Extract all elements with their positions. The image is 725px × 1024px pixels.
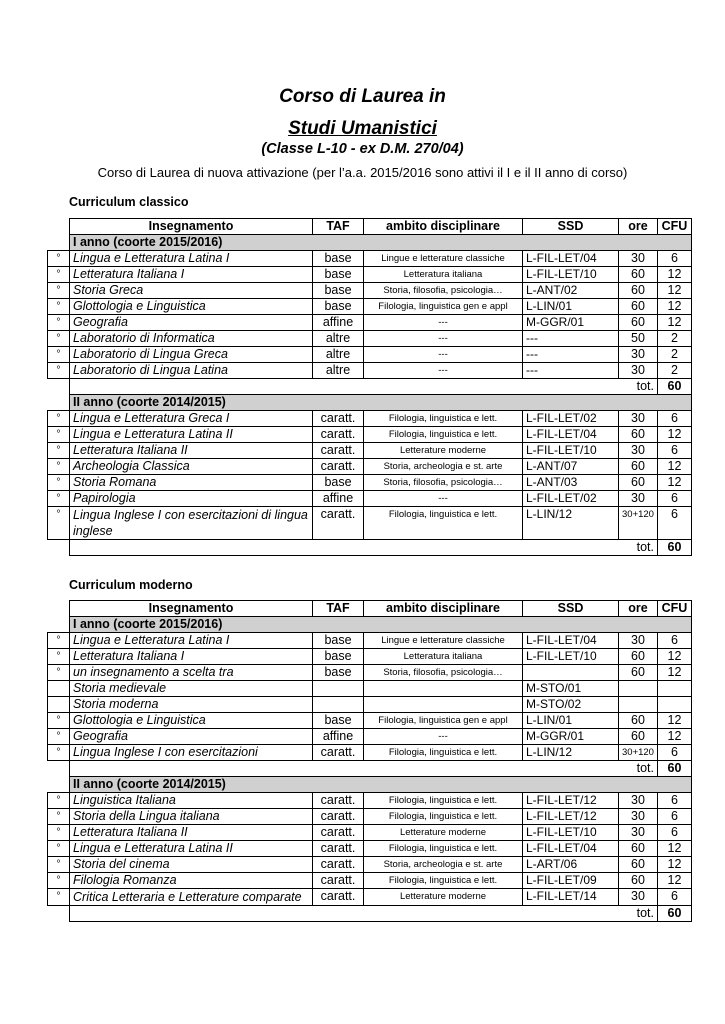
table-row [48,697,692,713]
course-marker: ° [48,363,70,379]
header-insegnamento: Insegnamento [70,219,313,235]
table-row [48,459,692,475]
course-ssd: L-LIN/12 [523,745,619,761]
course-taf: base [313,299,364,315]
course-ore: 30 [619,889,658,906]
course-ore: 60 [619,299,658,315]
course-ore: 60 [619,459,658,475]
course-marker: ° [48,889,70,906]
course-name: Letteratura Italiana II [70,443,313,459]
course-name: Laboratorio di Lingua Greca [70,347,313,363]
table-row [48,713,692,729]
course-taf: caratt. [313,745,364,761]
course-ore: 60 [619,841,658,857]
course-ssd: --- [523,331,619,347]
course-ore [619,681,658,697]
course-marker: ° [48,443,70,459]
total-label: tot. [70,540,658,556]
course-taf: base [313,267,364,283]
course-ore: 60 [619,649,658,665]
course-name: Filologia Romanza [70,873,313,889]
course-taf: caratt. [313,857,364,873]
header-taf: TAF [313,219,364,235]
year-spacer [48,235,70,251]
course-ore: 30 [619,251,658,267]
course-marker: ° [48,459,70,475]
year-row [48,777,692,793]
course-cfu: 6 [657,411,691,427]
course-name: Lingua e Letteratura Latina II [70,841,313,857]
year-label: II anno (coorte 2014/2015) [70,777,692,793]
course-ore: 60 [619,857,658,873]
course-taf: caratt. [313,411,364,427]
course-cfu: 12 [657,283,691,299]
course-ore: 30 [619,363,658,379]
activation-note: Corso di Laurea di nuova attivazione (per l’a.a. 2015/2016 sono attivi il I e il II anno di corso) [97,165,628,180]
course-name: Laboratorio di Lingua Latina [70,363,313,379]
year-label: II anno (coorte 2014/2015) [70,395,692,411]
table-row [48,729,692,745]
course-name: un insegnamento a scelta tra [70,665,313,681]
course-ssd: M-GGR/01 [523,729,619,745]
course-cfu: 12 [657,267,691,283]
table-row [48,841,692,857]
header-spacer [48,219,70,235]
course-ambito: Storia, filosofia, psicologia… [364,475,523,491]
course-name: Lingua Inglese I con esercitazioni di lingua inglese [70,507,313,540]
course-taf: base [313,649,364,665]
course-cfu [657,697,691,713]
course-taf: base [313,283,364,299]
course-name: Lingua e Letteratura Latina II [70,427,313,443]
course-marker: ° [48,427,70,443]
course-ore: 30 [619,633,658,649]
course-marker: ° [48,745,70,761]
course-taf [313,681,364,697]
header-ssd: SSD [523,601,619,617]
total-spacer [48,379,70,395]
course-taf: altre [313,331,364,347]
course-name: Critica Letteraria e Letterature comparate [70,889,313,906]
header-ambito: ambito disciplinare [364,219,523,235]
course-taf: caratt. [313,507,364,540]
course-marker: ° [48,665,70,681]
course-ssd: L-ANT/02 [523,283,619,299]
header-insegnamento: Insegnamento [70,601,313,617]
course-cfu [657,681,691,697]
course-name: Laboratorio di Informatica [70,331,313,347]
header-ore: ore [619,601,658,617]
course-ore: 60 [619,315,658,331]
course-cfu: 12 [657,873,691,889]
course-ore: 60 [619,267,658,283]
course-ssd: L-FIL-LET/02 [523,411,619,427]
course-class: (Classe L-10 - ex D.M. 270/04) [261,141,464,157]
course-marker: ° [48,491,70,507]
course-marker: ° [48,315,70,331]
table-row [48,857,692,873]
course-cfu: 12 [657,841,691,857]
table-row [48,427,692,443]
course-ambito: Filologia, linguistica e lett. [364,745,523,761]
course-taf: altre [313,347,364,363]
curriculum-title: Curriculum classico [69,195,189,209]
table-row [48,251,692,267]
course-ambito: Filologia, linguistica e lett. [364,507,523,540]
course-ssd: --- [523,347,619,363]
course-ssd: L-FIL-LET/09 [523,873,619,889]
total-label: tot. [70,379,658,395]
course-ambito: Filologia, linguistica e lett. [364,841,523,857]
course-marker: ° [48,793,70,809]
course-name: Storia Greca [70,283,313,299]
table-row [48,331,692,347]
course-marker: ° [48,411,70,427]
course-ambito: Storia, archeologia e st. arte [364,459,523,475]
course-ssd: --- [523,363,619,379]
course-taf: affine [313,729,364,745]
course-taf: base [313,475,364,491]
course-cfu: 12 [657,649,691,665]
course-ambito: --- [364,491,523,507]
course-ssd: L-ART/06 [523,857,619,873]
course-name: Letteratura Italiana II [70,825,313,841]
course-title: Corso di Laurea in [279,86,446,107]
table-header-row [48,219,692,235]
table-row [48,507,692,540]
course-ambito [364,697,523,713]
course-cfu: 6 [657,745,691,761]
course-taf: caratt. [313,809,364,825]
total-row [48,540,692,556]
table-row [48,633,692,649]
course-taf: caratt. [313,825,364,841]
course-marker: ° [48,331,70,347]
course-name: Linguistica Italiana [70,793,313,809]
course-cfu: 6 [657,443,691,459]
course-ore [619,697,658,713]
course-ore: 60 [619,475,658,491]
total-cfu: 60 [657,540,691,556]
course-name: Glottologia e Linguistica [70,713,313,729]
course-ssd: L-FIL-LET/04 [523,427,619,443]
total-row [48,906,692,922]
table-row [48,443,692,459]
course-ssd: L-ANT/03 [523,475,619,491]
course-ssd: L-FIL-LET/10 [523,267,619,283]
table-row [48,283,692,299]
course-ore: 50 [619,331,658,347]
course-ambito: Filologia, linguistica e lett. [364,873,523,889]
table-row [48,649,692,665]
course-ssd: L-FIL-LET/02 [523,491,619,507]
course-ssd: L-LIN/01 [523,299,619,315]
course-ssd: M-GGR/01 [523,315,619,331]
course-ambito: Filologia, linguistica e lett. [364,427,523,443]
course-marker [48,697,70,713]
year-row [48,395,692,411]
curriculum-table-moderno [47,600,692,922]
course-ssd: L-FIL-LET/14 [523,889,619,906]
course-name: Lingua Inglese I con esercitazioni [70,745,313,761]
course-cfu: 6 [657,889,691,906]
table-row [48,347,692,363]
table-row [48,665,692,681]
course-ssd: L-ANT/07 [523,459,619,475]
course-ore: 30 [619,491,658,507]
course-cfu: 6 [657,809,691,825]
course-cfu: 6 [657,825,691,841]
course-ssd: L-FIL-LET/10 [523,825,619,841]
course-marker [48,681,70,697]
course-name: Papirologia [70,491,313,507]
course-ambito: Lingue e letterature classiche [364,251,523,267]
course-ore: 60 [619,729,658,745]
course-name: Lingua e Letteratura Latina I [70,633,313,649]
header-ssd: SSD [523,219,619,235]
course-taf: caratt. [313,427,364,443]
course-marker: ° [48,267,70,283]
course-ssd: M-STO/01 [523,681,619,697]
course-ambito: --- [364,347,523,363]
course-name: Storia Romana [70,475,313,491]
course-ore: 60 [619,713,658,729]
header-ore: ore [619,219,658,235]
course-ssd: L-FIL-LET/10 [523,443,619,459]
course-cfu: 6 [657,491,691,507]
course-marker: ° [48,649,70,665]
course-marker: ° [48,873,70,889]
course-ore: 60 [619,427,658,443]
course-ore: 30 [619,793,658,809]
course-ambito: Filologia, linguistica e lett. [364,809,523,825]
course-ore: 30 [619,443,658,459]
course-cfu: 6 [657,793,691,809]
total-label: tot. [70,906,658,922]
header-cfu: CFU [657,601,691,617]
course-name: Lingua e Letteratura Latina I [70,251,313,267]
course-name: Lingua e Letteratura Greca I [70,411,313,427]
course-marker: ° [48,299,70,315]
course-cfu: 12 [657,729,691,745]
course-ssd [523,665,619,681]
course-taf: caratt. [313,459,364,475]
course-cfu: 2 [657,347,691,363]
course-cfu: 12 [657,713,691,729]
course-marker: ° [48,841,70,857]
course-taf: caratt. [313,889,364,906]
table-row [48,793,692,809]
course-ambito: --- [364,729,523,745]
course-ambito: Filologia, linguistica gen e appl [364,299,523,315]
course-taf: base [313,665,364,681]
course-cfu: 12 [657,315,691,331]
course-marker: ° [48,809,70,825]
course-cfu: 2 [657,331,691,347]
header-ambito: ambito disciplinare [364,601,523,617]
course-name: Storia della Lingua italiana [70,809,313,825]
course-ambito: Letteratura italiana [364,649,523,665]
course-name: Archeologia Classica [70,459,313,475]
course-ambito: Letterature moderne [364,889,523,906]
course-ore: 60 [619,873,658,889]
course-cfu: 6 [657,251,691,267]
total-row [48,761,692,777]
year-row [48,235,692,251]
header-cfu: CFU [657,219,691,235]
course-ambito: Filologia, linguistica e lett. [364,793,523,809]
course-ore: 30 [619,411,658,427]
course-cfu: 12 [657,475,691,491]
course-ssd: L-FIL-LET/12 [523,809,619,825]
total-spacer [48,761,70,777]
course-cfu: 12 [657,299,691,315]
table-row [48,491,692,507]
course-cfu: 12 [657,857,691,873]
course-marker: ° [48,633,70,649]
course-ambito: Filologia, linguistica gen e appl [364,713,523,729]
course-ambito: Storia, filosofia, psicologia… [364,665,523,681]
course-taf: caratt. [313,443,364,459]
course-ssd: L-FIL-LET/04 [523,841,619,857]
course-name: Storia moderna [70,697,313,713]
course-name: Geografia [70,729,313,745]
course-ssd: L-FIL-LET/04 [523,251,619,267]
course-taf [313,697,364,713]
course-ore: 30 [619,825,658,841]
header-spacer [48,601,70,617]
total-row [48,379,692,395]
course-taf: base [313,633,364,649]
course-marker: ° [48,507,70,540]
table-row [48,363,692,379]
year-row [48,617,692,633]
course-cfu: 12 [657,427,691,443]
table-row [48,299,692,315]
table-row [48,315,692,331]
course-ambito: Lingue e letterature classiche [364,633,523,649]
table-row [48,873,692,889]
course-ore: 60 [619,665,658,681]
table-row [48,809,692,825]
course-marker: ° [48,825,70,841]
table-row [48,745,692,761]
course-name: Studi Umanistici [288,118,437,139]
course-cfu: 6 [657,633,691,649]
course-ambito: Letterature moderne [364,443,523,459]
year-label: I anno (coorte 2015/2016) [70,235,692,251]
course-ore: 30 [619,809,658,825]
course-ssd: L-FIL-LET/04 [523,633,619,649]
total-cfu: 60 [657,761,691,777]
course-ssd: L-LIN/01 [523,713,619,729]
table-header-row [48,601,692,617]
course-name: Storia medievale [70,681,313,697]
course-ore: 30 [619,347,658,363]
course-ssd: L-LIN/12 [523,507,619,540]
course-marker: ° [48,713,70,729]
curriculum-title: Curriculum moderno [69,578,193,592]
table-row [48,267,692,283]
total-spacer [48,906,70,922]
year-label: I anno (coorte 2015/2016) [70,617,692,633]
course-ssd: M-STO/02 [523,697,619,713]
total-cfu: 60 [657,379,691,395]
header-taf: TAF [313,601,364,617]
table-row [48,825,692,841]
course-taf: caratt. [313,793,364,809]
total-cfu: 60 [657,906,691,922]
course-name: Storia del cinema [70,857,313,873]
course-ssd: L-FIL-LET/12 [523,793,619,809]
course-marker: ° [48,347,70,363]
course-ore: 60 [619,283,658,299]
course-ambito: --- [364,363,523,379]
course-taf: altre [313,363,364,379]
total-label: tot. [70,761,658,777]
course-name: Glottologia e Linguistica [70,299,313,315]
table-row [48,411,692,427]
course-marker: ° [48,729,70,745]
course-ambito: Storia, archeologia e st. arte [364,857,523,873]
course-name: Letteratura Italiana I [70,267,313,283]
total-spacer [48,540,70,556]
course-ambito: --- [364,315,523,331]
course-cfu: 12 [657,665,691,681]
course-taf: caratt. [313,873,364,889]
course-marker: ° [48,857,70,873]
course-taf: affine [313,315,364,331]
year-spacer [48,777,70,793]
course-ambito: --- [364,331,523,347]
course-ambito: Filologia, linguistica e lett. [364,411,523,427]
course-name: Geografia [70,315,313,331]
year-spacer [48,617,70,633]
course-cfu: 6 [657,507,691,540]
course-cfu: 2 [657,363,691,379]
course-taf: caratt. [313,841,364,857]
curriculum-table-classico [47,218,692,556]
course-ambito: Letterature moderne [364,825,523,841]
course-taf: base [313,713,364,729]
course-taf: affine [313,491,364,507]
course-marker: ° [48,251,70,267]
course-ambito [364,681,523,697]
course-ore: 30+120 [619,507,658,540]
course-marker: ° [48,475,70,491]
course-ambito: Storia, filosofia, psicologia… [364,283,523,299]
year-spacer [48,395,70,411]
table-row [48,889,692,906]
course-ssd: L-FIL-LET/10 [523,649,619,665]
table-row [48,681,692,697]
course-ore: 30+120 [619,745,658,761]
table-row [48,475,692,491]
course-name: Letteratura Italiana I [70,649,313,665]
course-taf: base [313,251,364,267]
course-marker: ° [48,283,70,299]
course-ambito: Letteratura italiana [364,267,523,283]
course-cfu: 12 [657,459,691,475]
